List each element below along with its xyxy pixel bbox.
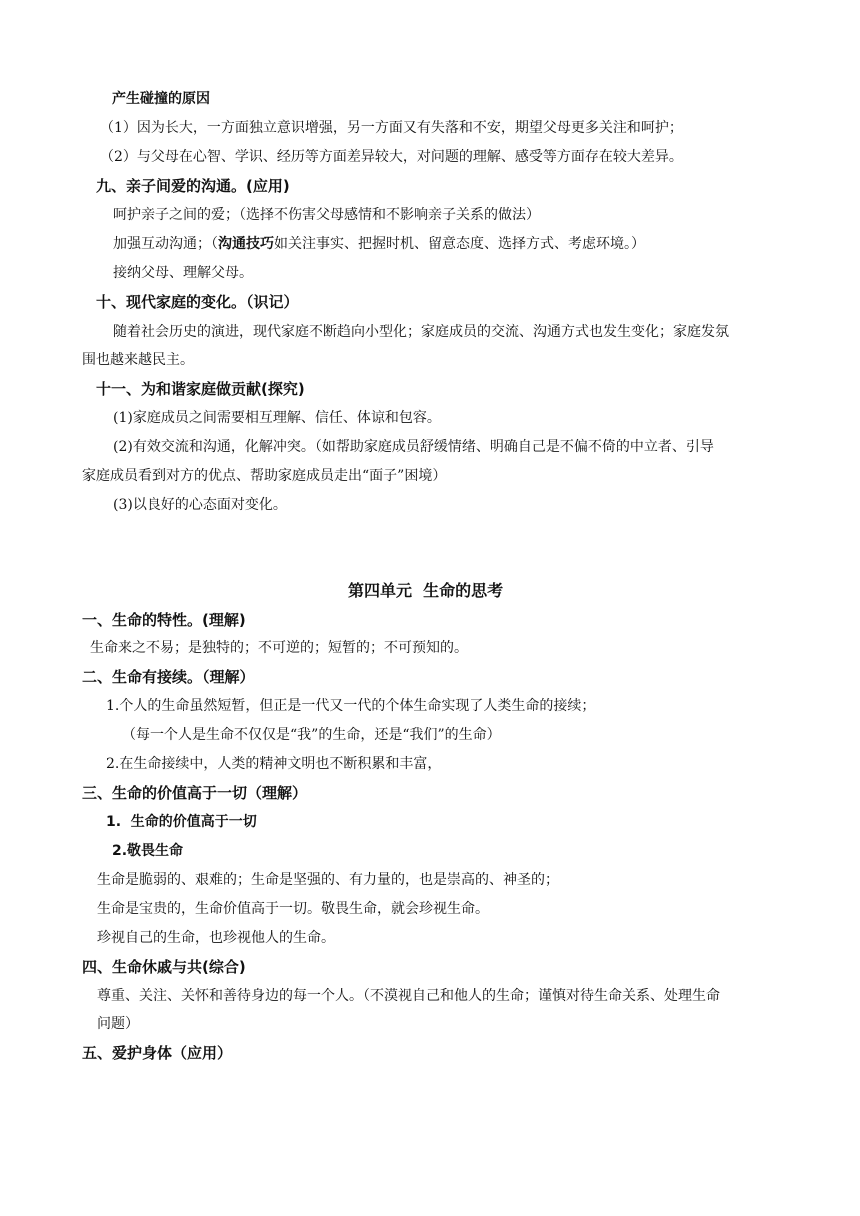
section-heading-9: 九、亲子间爱的沟通。(应用) [96,177,290,195]
subheading: 1. 生命的价值高于一切 [106,814,257,830]
paragraph-text: 如关注事实、把握时机、留意态度、选择方式、考虑环境。） [274,236,645,252]
subheading: 2.敬畏生命 [112,843,184,859]
paragraph: 生命是脆弱的、艰难的；生命是坚强的、有力量的，也是崇高的、神圣的； [97,872,559,888]
paragraph [113,234,645,254]
paragraph: 2.在生命接续中，人类的精神文明也不断积累和丰富， [106,756,442,772]
paragraph: 问题） [97,1016,139,1032]
paragraph: （2）与父母在心智、学识、经历等方面差异较大，对问题的理解、感受等方面存在较大差异。 [100,149,683,165]
paragraph: 尊重、关注、关怀和善待身边的每一个人。（不漠视自己和他人的生命；谨慎对待生命关系、处理生命 [97,988,720,1004]
paragraph-text: 加强互动沟通；（ [113,236,218,252]
section-heading-10: 十、现代家庭的变化。（识记） [96,293,299,311]
paragraph: 接纳父母、理解父母。 [113,265,253,281]
paragraph: (3)以良好的心态面对变化。 [113,497,287,513]
keyword: 沟通技巧 [218,236,274,252]
paragraph: 生命是宝贵的，生命价值高于一切。敬畏生命，就会珍视生命。 [97,901,489,917]
paragraph: 1.个人的生命虽然短暂，但正是一代又一代的个体生命实现了人类生命的接续； [106,698,596,714]
paragraph: 珍视自己的生命，也珍视他人的生命。 [97,930,335,946]
paragraph: 家庭成员看到对方的优点、帮助家庭成员走出“面子”困境） [82,468,447,484]
section-heading-3: 三、生命的价值高于一切（理解） [82,784,308,802]
section-heading-1: 一、生命的特性。(理解) [82,611,246,629]
paragraph: （1）因为长大，一方面独立意识增强，另一方面又有失落和不安，期望父母更多关注和呵护； [100,120,683,136]
paragraph: （每一个人是生命不仅仅是“我”的生命，还是“我们”的生命） [122,727,501,743]
unit-title: 第四单元 生命的思考 [348,581,504,600]
section-heading-2: 二、生命有接续。（理解） [82,668,255,686]
paragraph: (2)有效交流和沟通，化解冲突。（如帮助家庭成员舒缓情绪、明确自己是不偏不倚的中立者、引导 [113,439,714,455]
section-heading-11: 十一、为和谐家庭做贡献(探究) [96,380,305,398]
paragraph: 围也越来越民主。 [82,352,194,368]
paragraph: (1)家庭成员之间需要相互理解、信任、体谅和包容。 [113,410,441,426]
section-heading-4: 四、生命休戚与共(综合) [82,958,246,976]
reason-heading: 产生碰撞的原因 [112,91,210,107]
paragraph: 随着社会历史的演进，现代家庭不断趋向小型化；家庭成员的交流、沟通方式也发生变化；家庭发氛 [113,324,729,340]
paragraph: 呵护亲子之间的爱；（选择不伤害父母感情和不影响亲子关系的做法） [113,207,540,223]
paragraph: 生命来之不易；是独特的；不可逆的；短暂的；不可预知的。 [90,640,468,656]
section-heading-5: 五、爱护身体（应用） [82,1044,233,1062]
